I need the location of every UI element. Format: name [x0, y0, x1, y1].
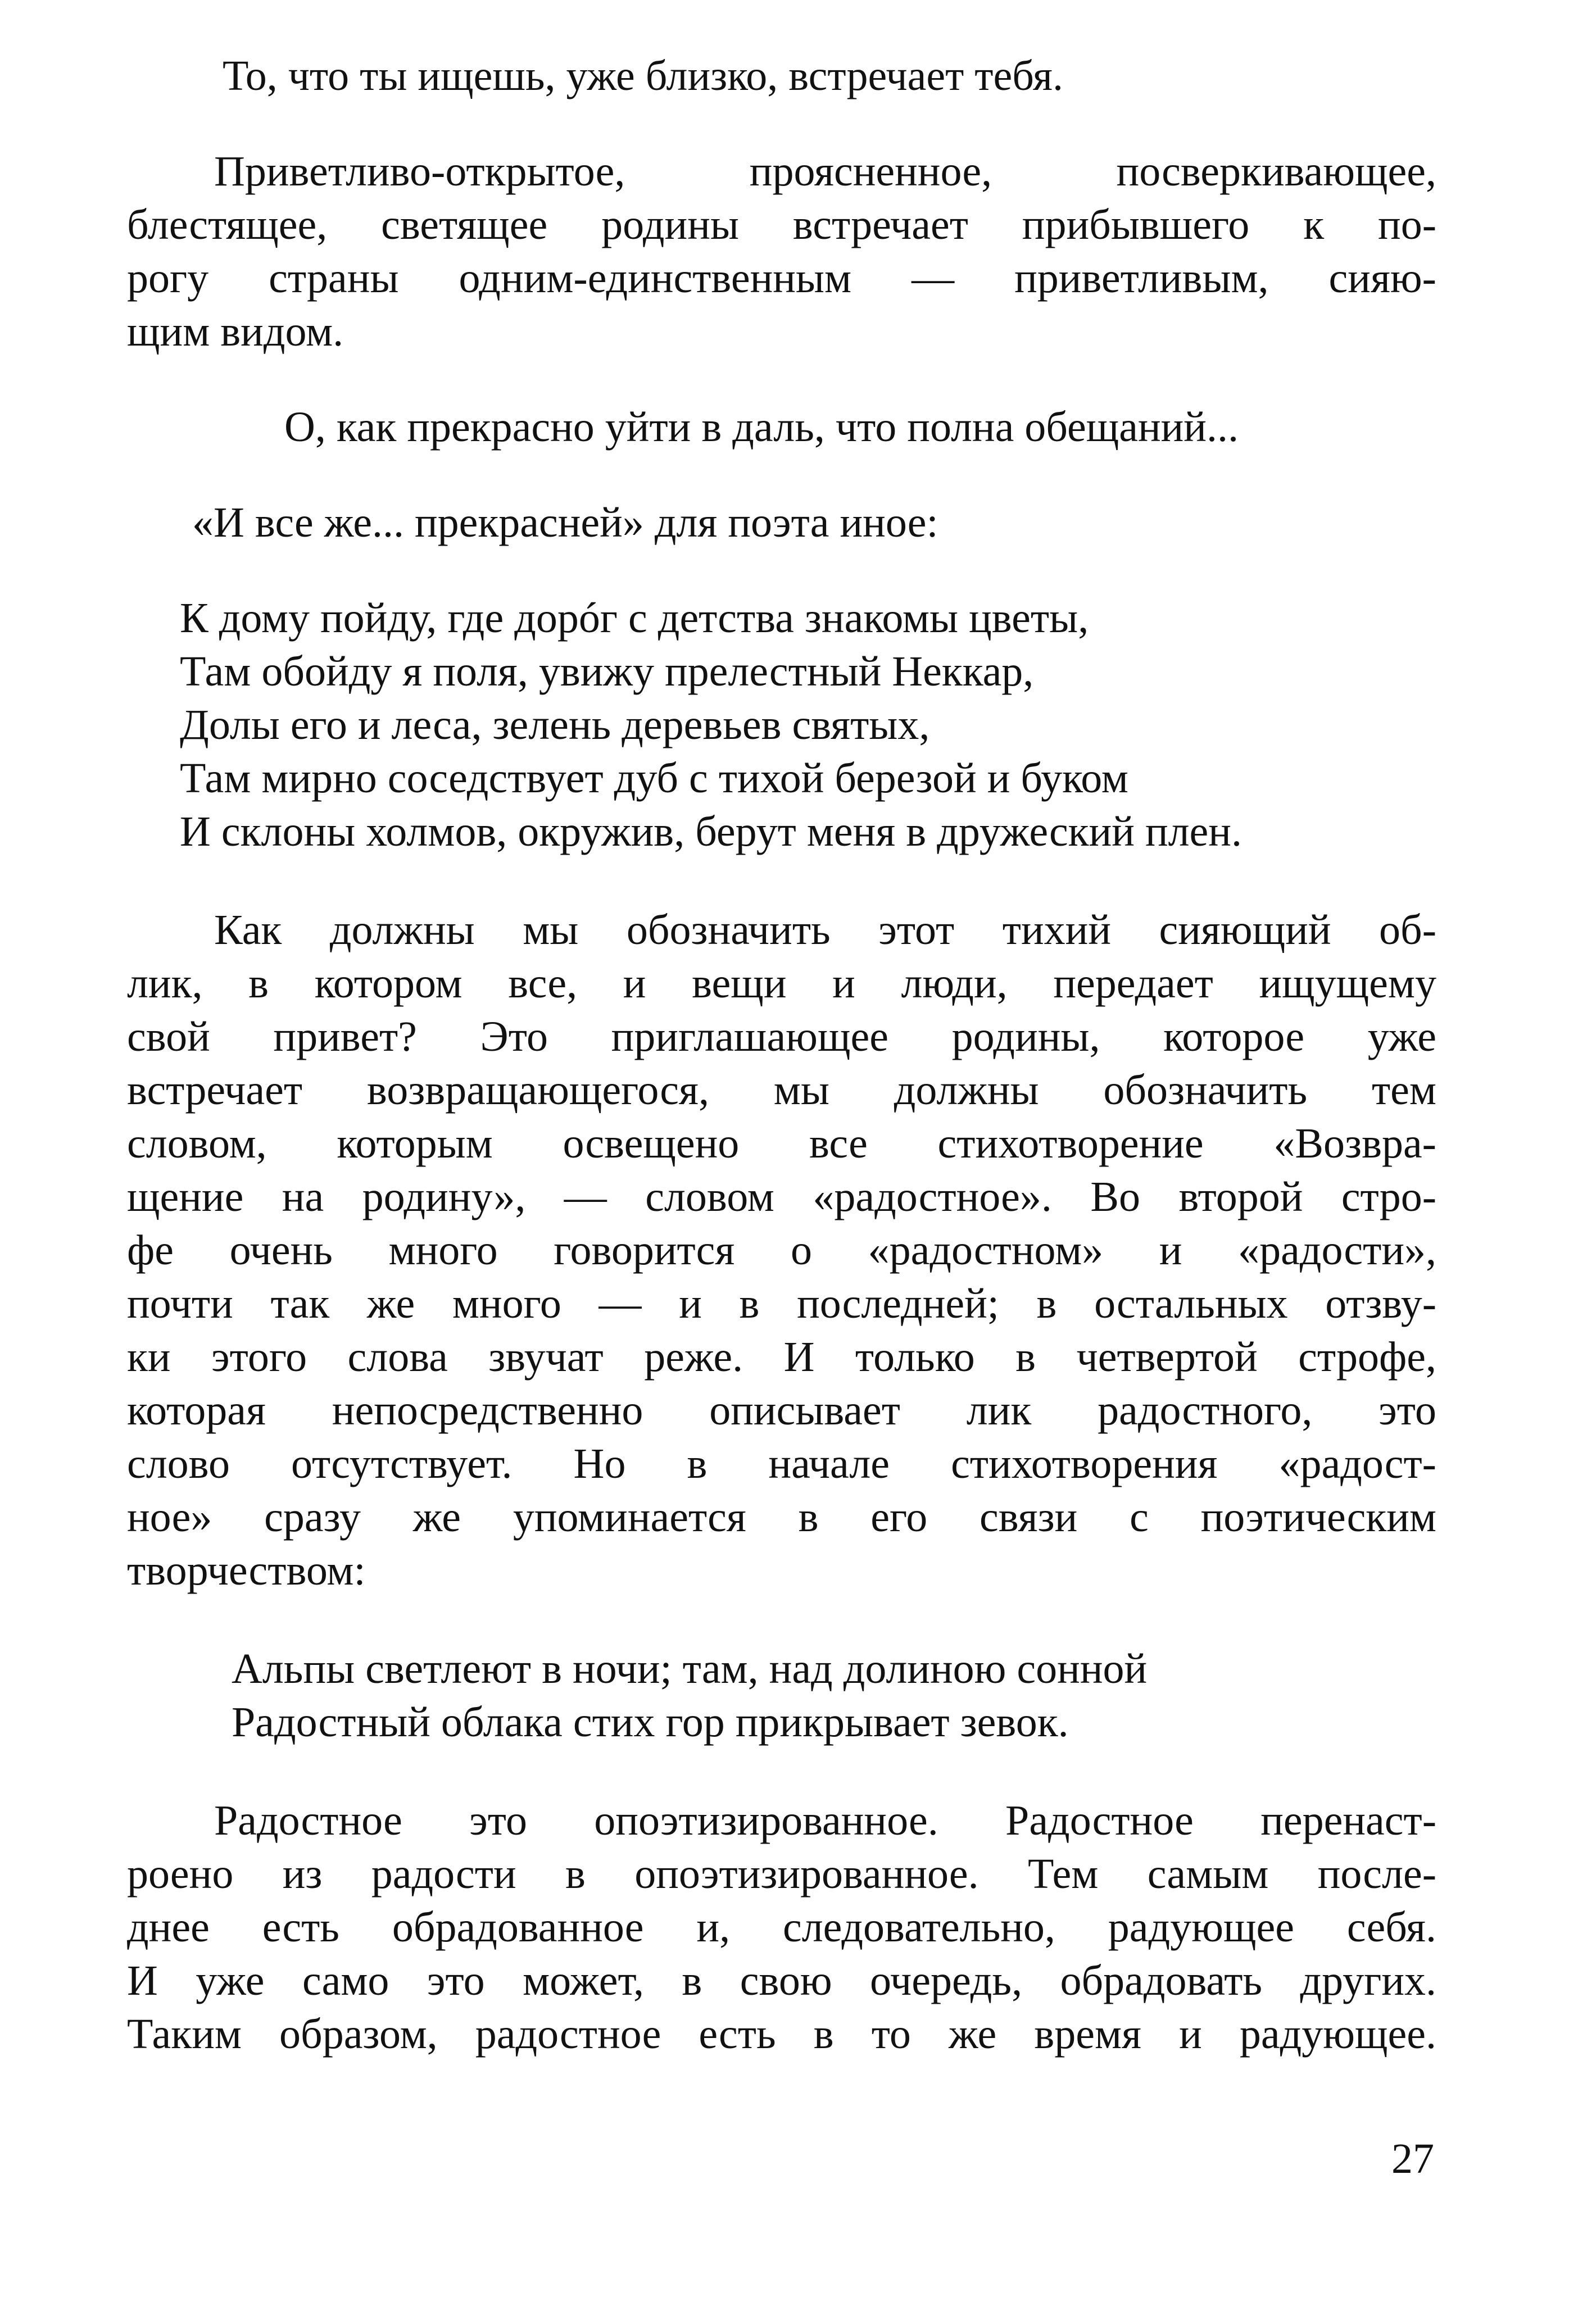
page-number: 27	[1391, 2135, 1434, 2182]
paragraph-2-line: ное» сразу же упоминается в его связи с поэтическим	[127, 1494, 1436, 1541]
paragraph-1-line: щим видом.	[127, 308, 344, 355]
paragraph-2-line: лик, в котором все, и вещи и люди, передает ищущему	[127, 960, 1436, 1007]
paragraph-3-line: И уже само это может, в свою очередь, обрадовать других.	[127, 1957, 1436, 2004]
paragraph-1	[127, 145, 1436, 358]
paragraph-2-line: словом, которым освещено все стихотворение «Возвра-	[127, 1120, 1436, 1167]
paragraph-3-line: Таким образом, радостное есть в то же время и радующее.	[127, 2010, 1436, 2058]
verse-2	[127, 1642, 1436, 1749]
lead-in-line: «И все же... прекрасней» для поэта иное:	[192, 499, 938, 546]
paragraph-2-line: фе очень много говорится о «радостном» и «радости»,	[127, 1227, 1436, 1274]
paragraph-1-line: блестящее, светящее родины встречает прибывшего к по-	[127, 201, 1436, 248]
paragraph-3-line: роено из радости в опоэтизированное. Тем самым после-	[127, 1850, 1436, 1898]
verse-1-line: Там мирно соседствует дуб с тихой березой и буком	[180, 755, 1128, 802]
paragraph-2-line: слово отсутствует. Но в начале стихотворения «радост-	[127, 1440, 1436, 1487]
opening-line: То, что ты ищешь, уже близко, встречает тебя.	[223, 52, 1063, 99]
paragraph-2-line: которая непосредственно описывает лик радостного, это	[127, 1387, 1436, 1434]
paragraph-3-line: днее есть обрадованное и, следовательно, радующее себя.	[127, 1904, 1436, 1951]
verse-1-line: И склоны холмов, окружив, берут меня в дружеский плен.	[180, 808, 1242, 855]
page-body	[127, 49, 1436, 2061]
paragraph-2	[127, 904, 1436, 1597]
paragraph-2-line: Как должны мы обозначить этот тихий сияющий об-	[214, 906, 1436, 954]
verse-1-line: К дому пойду, где дорóг с детства знакомы цветы,	[180, 594, 1089, 642]
paragraph-2-line: ки этого слова звучат реже. И только в четвертой строфе,	[127, 1333, 1436, 1381]
verse-1-line: Долы его и леса, зелень деревьев святых,	[180, 701, 930, 748]
verse-1	[127, 592, 1436, 859]
paragraph-3	[127, 1794, 1436, 2061]
paragraph-2-line: щение на родину», — словом «радостное». Во второй стро-	[127, 1173, 1436, 1220]
quote-line: О, как прекрасно уйти в даль, что полна обещаний...	[284, 403, 1239, 451]
paragraph-2-line: встречает возвращающегося, мы должны обозначить тем	[127, 1066, 1436, 1114]
verse-2-line: Альпы светлеют в ночи; там, над долиною сонной	[232, 1645, 1148, 1692]
verse-2-line: Радостный облака стих гор прикрывает зевок.	[232, 1699, 1069, 1746]
paragraph-3-line: Радостное это опоэтизированное. Радостное перенаст-	[214, 1797, 1436, 1844]
verse-1-line: Там обойду я поля, увижу прелестный Неккар,	[180, 648, 1034, 695]
paragraph-2-line: свой привет? Это приглашающее родины, которое уже	[127, 1013, 1436, 1060]
paragraph-1-line: Приветливо-открытое, проясненное, посверкивающее,	[214, 148, 1436, 195]
paragraph-2-line: почти так же много — и в последней; в остальных отзву-	[127, 1280, 1436, 1327]
paragraph-1-line: рогу страны одним-единственным — приветливым, сияю-	[127, 255, 1436, 302]
paragraph-2-line: творчеством:	[127, 1547, 366, 1594]
